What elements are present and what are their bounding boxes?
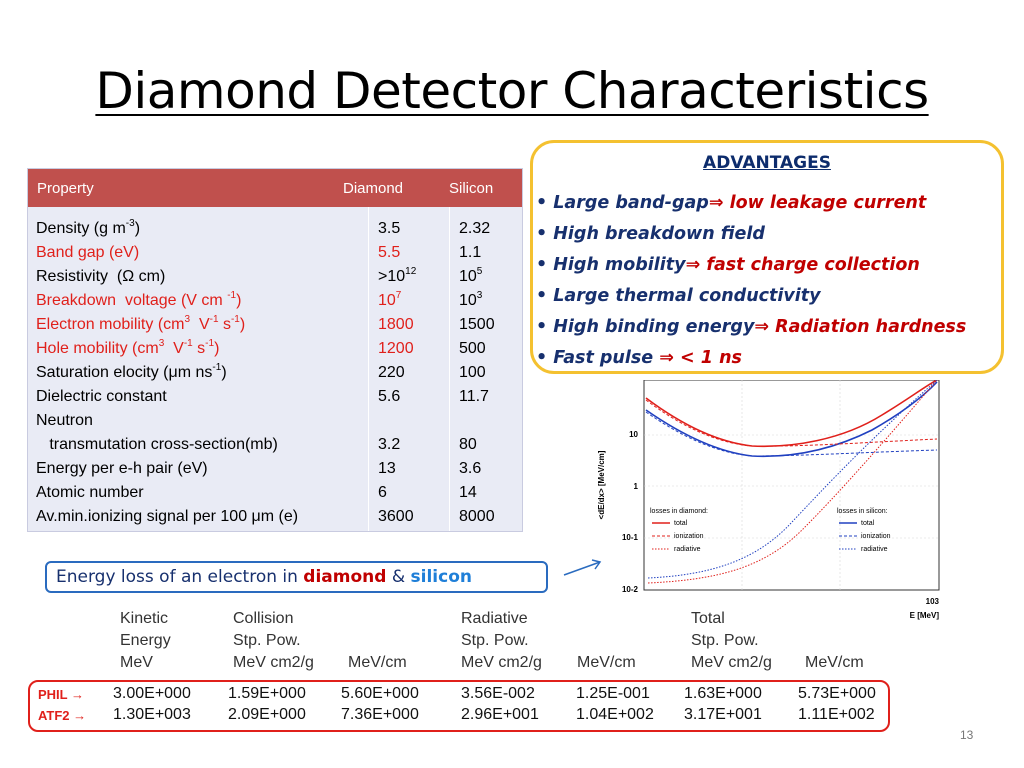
stopping-power-value: 3.17E+001 (684, 706, 762, 723)
stopping-power-header: MeV/cm (805, 654, 864, 671)
diamond-value (378, 409, 416, 433)
stopping-power-header: Kinetic Energy MeV (120, 610, 171, 671)
silicon-value: 500 (459, 340, 486, 357)
silicon-value: 80 (459, 436, 477, 453)
stopping-power-value: 5.60E+000 (341, 685, 419, 702)
stopping-power-header: Collision Stp. Pow. MeV cm2/g (233, 610, 314, 671)
graph-ylabel: <dE/dx> [MeV/cm] (597, 450, 606, 520)
plot-frame (644, 380, 939, 590)
graph-xlabel: E [MeV] (909, 611, 939, 620)
property-cell: Hole mobility ($cm^3$ $V^{-1}$ $s^{-1}$) (36, 337, 220, 357)
advantages-box (530, 140, 1004, 374)
property-column (36, 217, 298, 529)
property-cell: Atomic number (36, 484, 144, 501)
property-cell: Resistivity (Ω cm) (36, 268, 166, 285)
svg-text:ionization: ionization (861, 533, 891, 540)
silicon-column (459, 217, 495, 529)
svg-text:radiative: radiative (861, 546, 888, 553)
ytick-1: 1 (633, 482, 638, 491)
property-cell: Energy per e-h pair (eV) (36, 460, 208, 477)
caption-amp: & (386, 567, 411, 587)
implies-arrow-icon: ⇒ (685, 255, 701, 275)
row-label: ATF2 → (38, 708, 87, 723)
diamond-value: 3600 (378, 508, 414, 525)
implies-arrow-icon: ⇒ (708, 193, 724, 213)
advantage-item: • High breakdown field (536, 224, 765, 244)
header-property: Property (37, 180, 94, 197)
stopping-power-value: 5.73E+000 (798, 685, 876, 702)
stopping-power-value: 1.59E+000 (228, 685, 306, 702)
ytick-10: 10 (629, 430, 638, 439)
stopping-power-header: Total Stp. Pow. MeV cm2/g (691, 610, 772, 671)
slide-title: Diamond Detector Characteristics (95, 62, 929, 120)
property-cell: Band gap (eV) (36, 244, 140, 261)
diamond-value: $10^7$ (378, 289, 402, 309)
diamond-value: 6 (378, 484, 387, 501)
row-label: PHIL → (38, 687, 84, 702)
stopping-power-value: 2.96E+001 (461, 706, 539, 723)
property-table-header (28, 169, 522, 207)
caption-prefix: Energy loss of an electron in (56, 567, 304, 587)
header-diamond: Diamond (343, 180, 404, 197)
svg-text:total: total (674, 520, 688, 527)
energy-loss-graph (592, 380, 948, 625)
graph-caption (56, 567, 472, 587)
silicon-value: 8000 (459, 508, 495, 525)
xtick-1000: 103 (925, 597, 939, 606)
stopping-power-header: MeV/cm (577, 654, 636, 671)
property-cell: Breakdown voltage (V cm $^{-1}$) (36, 289, 242, 309)
svg-text:losses in silicon:: losses in silicon: (837, 508, 888, 515)
advantage-item: • Large thermal conductivity (536, 286, 821, 306)
diamond-value: 1200 (378, 340, 414, 357)
graph-caption-box (45, 561, 548, 593)
stopping-power-value: 7.36E+000 (341, 706, 419, 723)
silicon-value (459, 409, 495, 433)
diamond-value: 1800 (378, 316, 414, 333)
stopping-power-value: 1.04E+002 (576, 706, 654, 723)
implies-arrow-icon: ⇒ (659, 348, 674, 368)
property-cell: Electron mobility ($cm^3$ $V^{-1}$ $s^{-1}$) (36, 313, 246, 333)
diamond-column (378, 217, 416, 529)
silicon-value: 11.7 (459, 388, 489, 405)
stopping-power-value: 2.09E+000 (228, 706, 306, 723)
column-divider (368, 207, 369, 531)
stopping-power-header: Radiative Stp. Pow. MeV cm2/g (461, 610, 542, 671)
advantages-list (536, 188, 966, 374)
svg-text:total: total (861, 520, 875, 527)
diamond-value: 5.5 (378, 244, 401, 261)
silicon-value: $10^3$ (459, 289, 483, 309)
caption-diamond: diamond (303, 567, 387, 587)
property-cell: Density (g $m^{-3}$) (36, 217, 141, 237)
silicon-value: 1.1 (459, 244, 482, 261)
property-cell: Neutron (36, 412, 93, 429)
implies-arrow-icon: ⇒ (754, 317, 770, 337)
ytick-0.1: 10-1 (621, 533, 638, 542)
diamond-value: 5.6 (378, 388, 401, 405)
silicon-value: 14 (459, 484, 477, 501)
advantage-item: • Large band-gap⇒ low leakage current (536, 193, 927, 213)
stopping-power-value: 1.25E-001 (576, 685, 650, 702)
advantage-item: • High mobility⇒ fast charge collection (536, 255, 920, 275)
property-cell: Dielectric constant (36, 388, 167, 405)
stopping-power-value: 1.63E+000 (684, 685, 762, 702)
property-cell: transmutation cross-section(mb) (36, 436, 278, 453)
diamond-value: 3.2 (378, 436, 401, 453)
advantage-item: • Fast pulse ⇒ < 1 ns (536, 348, 742, 368)
diamond-value: $>10^{12}$ (378, 265, 417, 285)
silicon-value: 100 (459, 364, 486, 381)
svg-text:radiative: radiative (674, 546, 701, 553)
stopping-power-header: MeV/cm (348, 654, 407, 671)
silicon-value: $10^5$ (459, 265, 483, 285)
silicon-value: 3.6 (459, 460, 482, 477)
property-cell: Av.min.ionizing signal per 100 μm (e) (36, 508, 299, 525)
diamond-value: 220 (378, 364, 405, 381)
stopping-power-value: 1.11E+002 (798, 706, 875, 723)
stopping-power-value: 3.56E-002 (461, 685, 535, 702)
caption-silicon: silicon (410, 567, 472, 587)
property-cell: Saturation elocity (μm $ns^{-1}$) (36, 361, 227, 381)
page-number: 13 (960, 728, 974, 742)
column-divider (449, 207, 450, 531)
silicon-value: 2.32 (459, 220, 491, 237)
caption-arrow-icon (560, 550, 610, 580)
advantage-item: • High binding energy⇒ Radiation hardness (536, 317, 967, 337)
svg-text:losses in diamond:: losses in diamond: (650, 508, 708, 515)
diamond-value: 13 (378, 460, 396, 477)
advantages-title: ADVANTAGES (703, 153, 831, 173)
stopping-power-value: 1.30E+003 (113, 706, 191, 723)
property-table (27, 168, 523, 532)
ytick-0.01: 10-2 (621, 585, 638, 594)
silicon-value: 1500 (459, 316, 495, 333)
diamond-value: 3.5 (378, 220, 401, 237)
header-silicon: Silicon (449, 180, 494, 197)
stopping-power-value: 3.00E+000 (113, 685, 191, 702)
svg-text:ionization: ionization (674, 533, 704, 540)
